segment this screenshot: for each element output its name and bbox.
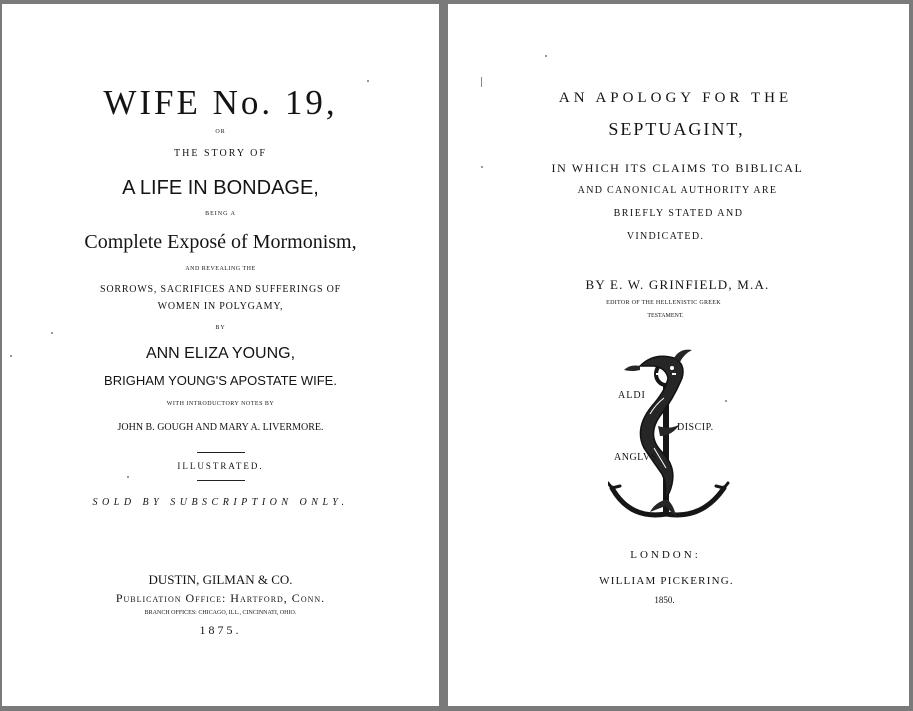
left-or-text: OR: [215, 129, 226, 135]
left-sorrows-line: SORROWS, SACRIFICES AND SUFFERINGS OF: [99, 284, 342, 295]
left-rule-top: [197, 452, 245, 453]
right-subtitle-line4: VINDICATED.: [626, 231, 705, 242]
right-editor-line2: TESTAMENT.: [647, 313, 684, 319]
aldine-emblem: [608, 344, 738, 529]
left-speck: [51, 332, 53, 334]
right-publisher: WILLIAM PICKERING.: [599, 575, 734, 587]
left-life-in-bondage: A LIFE IN BONDAGE,: [122, 177, 319, 199]
left-and-revealing: AND REVEALING THE: [185, 266, 256, 272]
right-subtitle-line1: IN WHICH ITS CLAIMS TO BIBLICAL: [551, 161, 804, 175]
right-subtitle-line2: AND CANONICAL AUTHORITY ARE: [577, 185, 778, 196]
left-branch-offices: BRANCH OFFICES: CHICAGO, ILL., CINCINNATI, OHIO.: [144, 610, 297, 616]
emblem-label-anglvs: ANGLVS: [614, 452, 657, 463]
left-year: 1875.: [199, 623, 242, 637]
left-title-page: [2, 4, 439, 706]
right-year: 1850.: [654, 595, 675, 605]
left-complete-expose: Complete Exposé of Mormonism,: [84, 231, 357, 253]
emblem-label-discip: DISCIP.: [677, 422, 714, 433]
left-pub-office: Publication Office: Hartford, Conn.: [115, 591, 326, 605]
right-subtitle-line3: BRIEFLY STATED AND: [613, 208, 744, 219]
left-women-line: WOMEN IN POLYGAMY,: [157, 301, 284, 312]
left-speck: [367, 80, 369, 82]
right-speck: [545, 55, 547, 57]
left-book-title: WIFE No. 19,: [103, 83, 338, 122]
right-tick-mark: [481, 77, 482, 87]
right-speck: [725, 400, 727, 402]
emblem-label-aldi: ALDI: [618, 390, 646, 401]
left-author-desc: BRIGHAM YOUNG'S APOSTATE WIFE.: [104, 373, 337, 388]
left-publisher: DUSTIN, GILMAN & CO.: [148, 572, 293, 587]
right-editor-line1: EDITOR OF THE HELLENISTIC GREEK: [606, 300, 721, 306]
left-speck: [10, 355, 12, 357]
left-intro-authors: JOHN B. GOUGH AND MARY A. LIVERMORE.: [117, 422, 324, 433]
right-author: BY E. W. GRINFIELD, M.A.: [585, 277, 770, 292]
left-intro-notes: WITH INTRODUCTORY NOTES BY: [166, 401, 275, 407]
left-rule-bottom: [197, 480, 245, 481]
right-title-page: [448, 4, 909, 706]
left-illustrated: ILLUSTRATED.: [177, 461, 264, 471]
right-city: LONDON:: [630, 549, 701, 561]
left-sold-by-subscription: SOLD BY SUBSCRIPTION ONLY.: [92, 497, 349, 508]
right-title-line1: AN APOLOGY FOR THE: [558, 90, 793, 106]
anchor-dolphin-icon: [608, 344, 738, 529]
left-by: BY: [215, 325, 226, 331]
left-speck: [127, 476, 129, 478]
right-speck: [481, 166, 483, 168]
left-being-a: BEING A: [205, 211, 236, 217]
left-author: ANN ELIZA YOUNG,: [145, 345, 296, 362]
left-story-of: THE STORY OF: [174, 148, 267, 159]
right-title-line2: SEPTUAGINT,: [608, 119, 745, 139]
